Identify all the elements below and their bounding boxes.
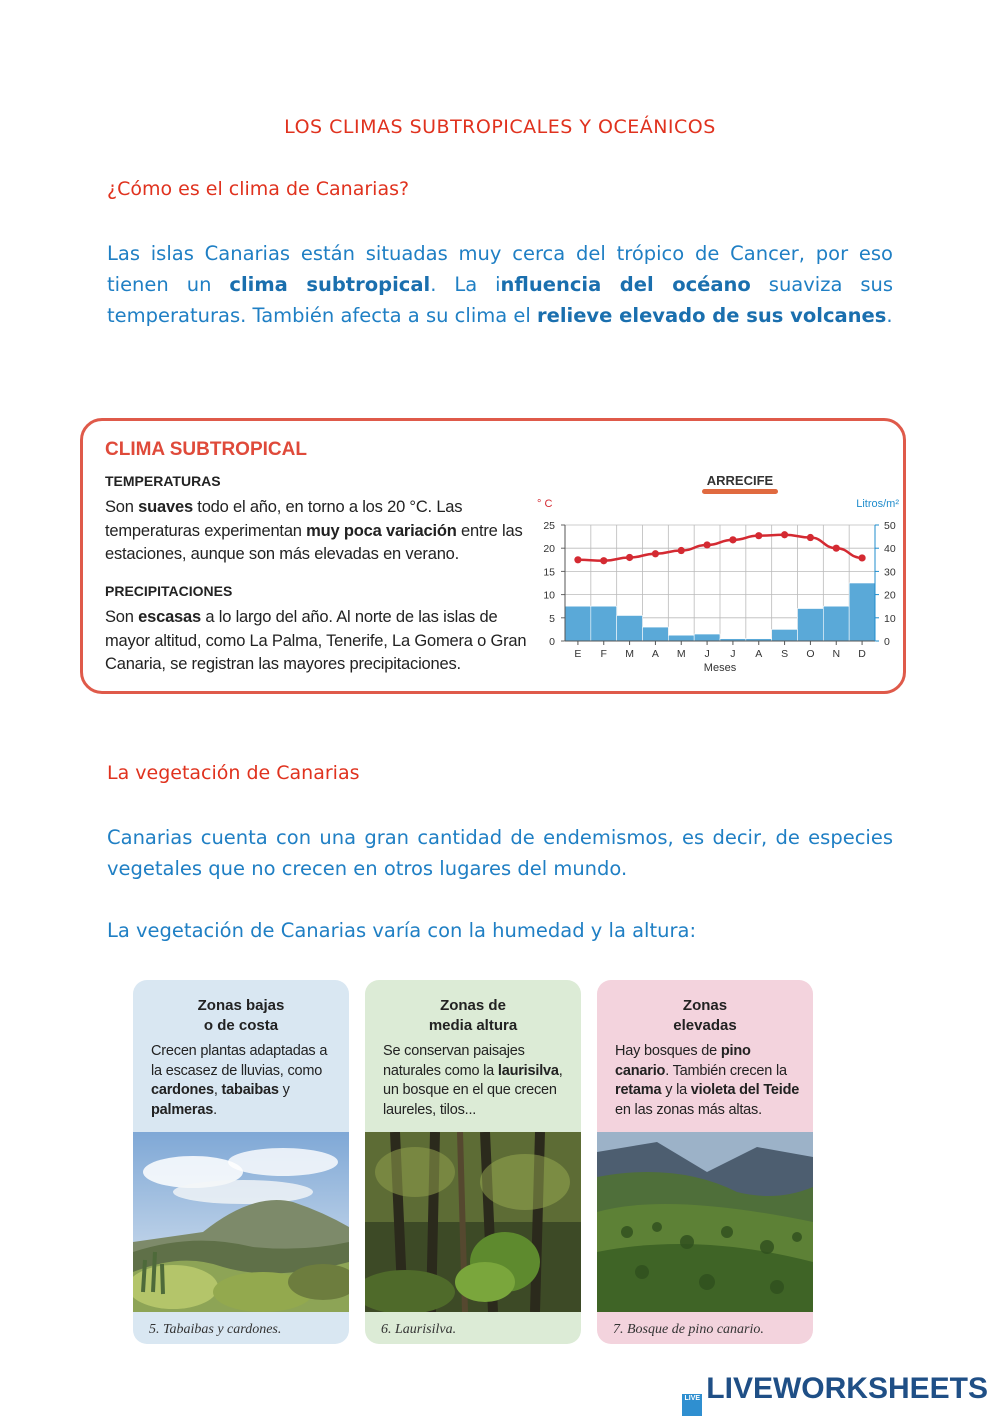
temperature-point [574,556,581,563]
chart-title-underline [702,489,778,494]
card-title-line: Zonas bajas [197,997,285,1014]
bold-term: nfluencia del océano [500,273,751,296]
right-tick-label: 20 [884,589,896,602]
card-title-line: media altura [428,1017,518,1034]
temperature-point [626,554,633,561]
text-run: . [213,1101,217,1118]
page-title: LOS CLIMAS SUBTROPICALES Y OCEÁNICOS [284,116,716,138]
left-tick-label: 10 [543,589,555,602]
precipitation-bar [591,606,617,641]
precipitation-bar [849,583,875,641]
bold-term: suaves [138,498,193,516]
temperature-point [858,554,865,561]
precipitation-bar [668,635,694,641]
card-title [365,996,581,1036]
temperature-point [600,557,607,564]
text-run: Hay bosques de [615,1043,721,1059]
logo-mark: LIVE [682,1394,702,1416]
card-text [383,1042,569,1120]
bold-term: pino canario [615,1043,751,1079]
month-label: E [574,648,582,660]
vegetation-card-coast [133,980,349,1344]
vegetation-intro: La vegetación de Canarias varía con la humedad y la altura: [107,919,697,942]
month-label: S [781,648,789,660]
vegetation-card-high-altitude [597,980,813,1344]
precipitation-bar [798,609,824,641]
text-run: entre las estaciones, aunque son más elevadas en verano. [105,521,523,563]
card-title-line: elevadas [673,1017,737,1034]
month-label: F [600,648,607,660]
text-run: en las zonas más altas. [615,1101,762,1118]
section-heading-climate: ¿Cómo es el clima de Canarias? [107,178,410,200]
month-label: O [806,648,815,660]
bold-term: clima subtropical [229,273,431,296]
bold-term: cardones [151,1082,214,1098]
month-label: J [730,648,736,660]
text-run: . También crecen la [665,1062,787,1079]
month-label: D [858,648,866,660]
laurisilva-photo [365,1132,581,1312]
card-title-line: Zonas de [440,997,506,1014]
precipitation-bar [823,606,849,641]
left-tick-label: 25 [543,520,555,532]
precipitation-bar [772,629,798,641]
right-tick-label: 50 [884,520,896,532]
text-run: a lo largo del año. Al norte de las islas de mayor altitud, como La Palma, Tenerife, La Gomera o Gran Canaria, se registran las mayores precipitaciones. [105,608,527,673]
climate-box-title: CLIMA SUBTROPICAL [105,439,307,460]
temperature-point [703,541,710,548]
precipitation-bar [643,627,669,641]
temperature-point [807,534,814,541]
month-label: A [755,648,763,660]
left-tick-label: 5 [549,612,555,625]
card-title-line: Zonas [682,997,728,1014]
text-run: suaviza sus temperaturas. También afecta a su clima el [107,273,894,327]
right-tick-label: 0 [884,636,890,648]
endemism-paragraph: Canarias cuenta con una gran cantidad de endemismos, es decir, de especies vegetales que no crecen en otros lugares del mundo. [107,826,893,880]
x-axis-title: Meses [703,662,737,674]
bold-term: palmeras [151,1101,214,1118]
climate-info-box [80,418,906,694]
climograph-chart [533,469,903,679]
text-run: . [886,304,893,327]
temperatures-text [105,496,535,567]
month-label: M [676,648,686,660]
bold-term: laurisilva [497,1062,559,1079]
precipitation-bar [565,606,591,641]
month-label: N [832,648,841,660]
text-run: Las islas Canarias están situadas muy cerca del trópico de Cancer, por eso tienen un [107,242,893,296]
right-tick-label: 10 [884,612,896,625]
card-caption: 7. Bosque de pino canario. [613,1322,764,1337]
bold-term: muy poca variación [306,521,457,540]
temperature-point [678,547,685,554]
precipitation-bar [694,634,720,641]
right-axis-label: Litros/m² [856,498,899,510]
bold-term: violeta del Teide [690,1082,800,1098]
text-run: y la [661,1082,691,1098]
text-run: , [213,1082,222,1098]
right-tick-label: 40 [884,543,896,556]
text-run: Son [105,498,139,516]
temperature-point [833,545,840,552]
temperature-point [652,550,659,557]
card-caption: 5. Tabaibas y cardones. [149,1322,282,1337]
coast-vegetation-photo [133,1132,349,1312]
vegetation-card-mid-altitude [365,980,581,1344]
precipitation-text [105,606,535,677]
text-run: , un bosque en el que crecen laureles, tilos... [383,1062,563,1118]
temperature-point [755,532,762,539]
card-text [151,1042,337,1120]
left-axis-label: ° C [537,498,553,510]
logo-text: LIVEWORKSHEETS [706,1372,988,1405]
left-tick-label: 0 [549,636,555,648]
liveworksheets-logo [682,1372,988,1416]
right-tick-label: 30 [884,566,896,579]
card-title-line: o de costa [203,1017,279,1034]
precipitation-heading: PRECIPITACIONES [105,583,233,599]
text-run: todo el año, en torno a los 20 °C. Las temperaturas experimentan [105,498,463,540]
month-label: J [704,648,710,660]
bold-term: escasas [138,608,201,626]
climate-paragraph [107,238,893,331]
temperature-point [781,531,788,538]
month-label: M [625,648,634,660]
card-title [133,996,349,1036]
left-tick-label: 20 [543,543,555,556]
temperatures-heading: TEMPERATURAS [105,473,221,489]
text-run: Se conservan paisajes naturales como la [383,1043,525,1079]
month-label: A [651,648,659,660]
temperature-point [729,536,736,543]
bold-term: tabaibas [221,1082,279,1098]
section-heading-vegetation: La vegetación de Canarias [107,762,360,784]
left-tick-label: 15 [543,566,555,579]
text-run: y [278,1082,290,1098]
bold-term: retama [615,1082,662,1098]
text-run: Son [105,608,139,626]
text-run: . La i [430,273,501,296]
chart-title: ARRECIFE [706,473,774,488]
text-run: Crecen plantas adaptadas a la escasez de lluvias, como [151,1043,328,1079]
card-caption: 6. Laurisilva. [381,1322,457,1337]
card-text [615,1042,801,1120]
bold-term: relieve elevado de sus volcanes [537,304,887,327]
pine-forest-photo [597,1132,813,1312]
precipitation-bar [617,615,643,641]
card-title [597,996,813,1036]
